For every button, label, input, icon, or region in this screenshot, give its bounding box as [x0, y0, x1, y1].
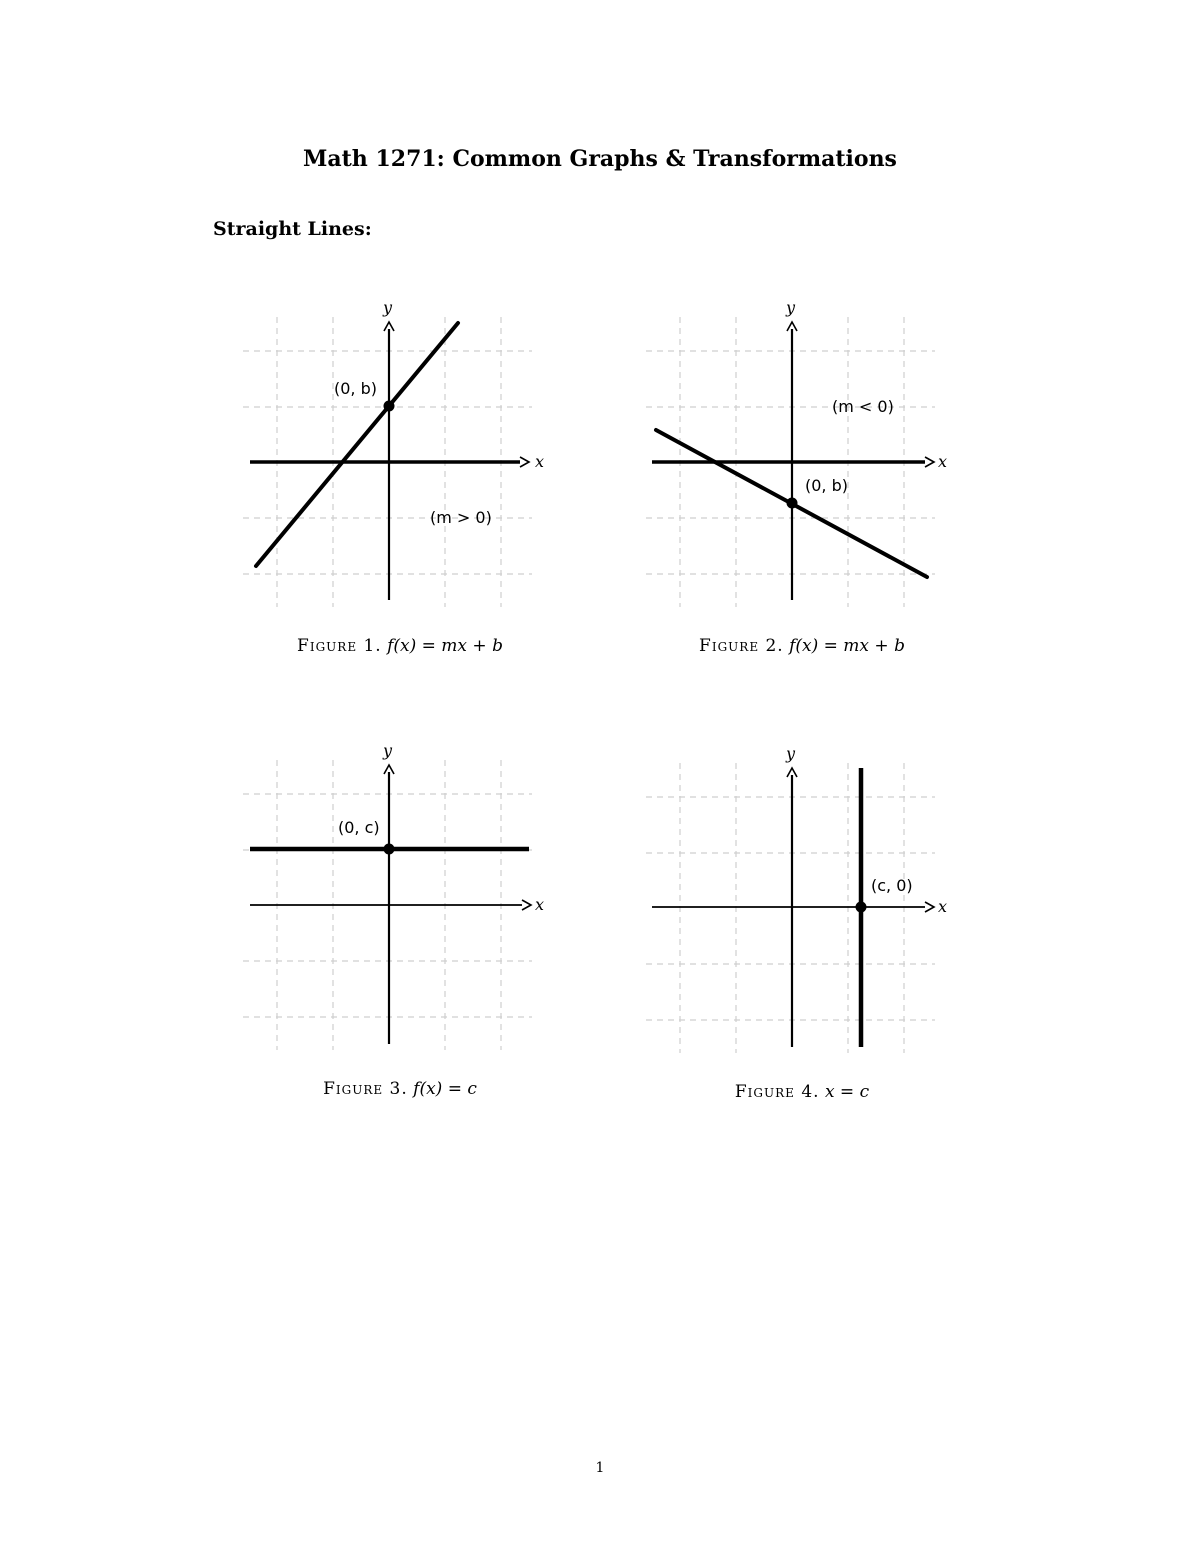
x-intercept-point [856, 902, 867, 913]
point-label: (0, b) [334, 379, 377, 398]
y-axis-label: y [786, 298, 796, 317]
point-label: (0, c) [338, 818, 380, 837]
x-axis-label: x [535, 452, 545, 471]
caption-label: Figure 3. [323, 1079, 408, 1099]
point-label: (c, 0) [871, 876, 913, 895]
y-intercept-point [384, 401, 395, 412]
section-heading: Straight Lines: [213, 218, 372, 240]
slope-note: (m > 0) [430, 508, 492, 527]
y-axis-label: y [786, 744, 796, 763]
caption-label: Figure 4. [734, 1082, 820, 1102]
x-axis-arrow [520, 457, 529, 467]
x-axis-arrow [925, 457, 934, 467]
y-axis-label: y [383, 298, 393, 317]
caption-label: Figure 1. [297, 636, 382, 656]
line-positive-slope [256, 323, 458, 566]
caption-formula: f(x) = mx + b [789, 636, 905, 656]
x-axis-label: x [535, 895, 545, 914]
y-intercept-point [384, 844, 395, 855]
figure-3-graph [240, 738, 550, 1053]
figure-2 [643, 295, 953, 610]
figure-2-caption [699, 636, 905, 656]
caption-label: Figure 2. [699, 636, 784, 656]
figure-3 [240, 738, 550, 1053]
figure-4-graph [643, 741, 953, 1056]
slope-note: (m < 0) [832, 397, 894, 416]
figure-1-graph [240, 295, 550, 610]
x-axis-arrow [522, 900, 531, 910]
x-axis-label: x [938, 897, 948, 916]
caption-formula: x = c [824, 1082, 870, 1102]
caption-formula: f(x) = mx + b [387, 636, 503, 656]
y-axis-label: y [383, 741, 393, 760]
caption-formula: f(x) = c [413, 1079, 477, 1099]
figure-2-graph [643, 295, 953, 610]
figure-1 [240, 295, 550, 610]
figure-1-caption [297, 636, 503, 656]
point-label: (0, b) [805, 476, 848, 495]
x-axis-label: x [938, 452, 948, 471]
grid [646, 763, 935, 1053]
figure-3-caption [323, 1079, 477, 1099]
page-number: 1 [595, 1460, 605, 1476]
figure-4 [643, 741, 953, 1056]
figure-4-caption [735, 1082, 869, 1102]
page-title: Math 1271: Common Graphs & Transformations [303, 146, 897, 172]
y-intercept-point [787, 498, 798, 509]
x-axis-arrow [925, 902, 934, 912]
